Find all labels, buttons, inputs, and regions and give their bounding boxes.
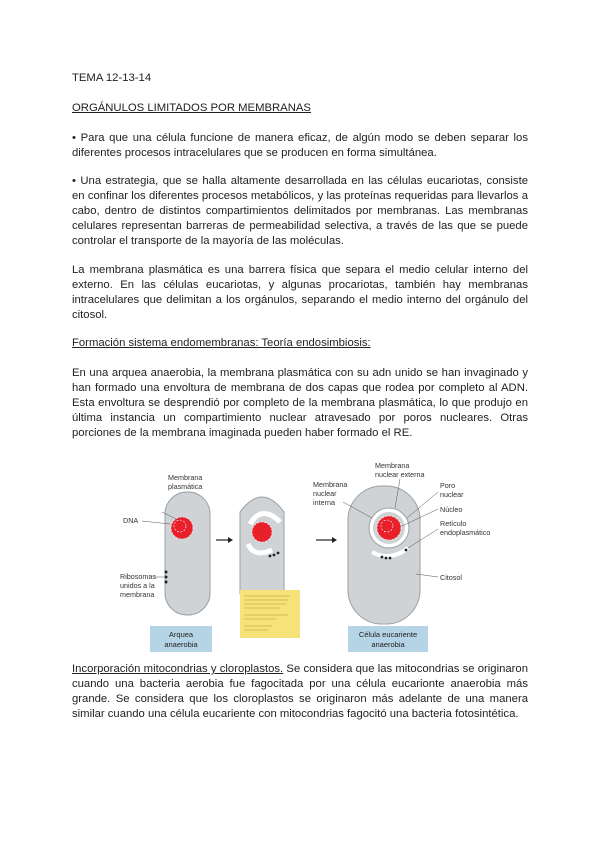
incorporacion-text: Se considera que las mitocondrias se originaron cuando una bacteria aerobia fue fagocitada por una célula eucarionte anaerobia más grande. Se considera que los cloroplastos se originaron más adelante de una manera similar cuando una célula eucariente con mitocondrias fagocitó una bacteria fotosintética. (72, 663, 528, 720)
section-title: ORGÁNULOS LIMITADOS POR MEMBRANAS (72, 102, 311, 114)
label-plasmatica: plasmática (168, 482, 203, 491)
label-nuclear: nuclear (313, 489, 337, 498)
ribosomes-1 (165, 571, 168, 584)
label-dna: DNA (123, 516, 139, 525)
archaea-cell (165, 492, 210, 615)
note-box (240, 590, 300, 638)
caption-right-1: Célula eucariente (358, 630, 418, 639)
incorporacion-title: Incorporación mitocondrias y cloroplastos. (72, 663, 284, 675)
label-poro: Poro (440, 481, 456, 490)
label-membrana: Membrana (168, 473, 203, 482)
label-membrana-nuclear: Membrana (313, 480, 348, 489)
label-reticulo: Retículo (440, 519, 467, 528)
paragraph-arquea: En una arquea anaerobia, la membrana plasmática con su adn unido se han invaginado y han formado una envoltura de membrana de dos capas que rodea por completo al ADN. Esta envoltura se desprendió por completo de la membrana plasmática, lo que produjo en última instancia un compartimiento nuclear atravesado por poros nucleares. Otras porciones de la membrana imaginada pueden haber formado el RE. (72, 367, 528, 439)
label-nuclear-externa: nuclear externa (375, 470, 425, 479)
label-ribosomas: Ribosomas (120, 572, 156, 581)
paragraph-incorporacion (72, 662, 528, 722)
label-citosol: Citosol (440, 573, 462, 582)
label-membrana-lower: membrana (120, 590, 155, 599)
bullet-2: • Una estrategia, que se halla altamente desarrollada en las células eucariotas, consiste en confinar los diferentes procesos metabólicos, y las proteínas requeridas para llevarlos a cabo, dentro de distintos compartimientos delimitados por membranas. Las membranas celulares representan barreras de permeabilidad selectiva, a través de las que se puede controlar el transporte de la mayoría de las moléculas. (72, 175, 528, 247)
label-endoplasmatico: endoplasmático (440, 528, 491, 537)
caption-right-2: anaerobia (371, 640, 405, 649)
dna-cluster-3 (377, 516, 401, 540)
label-membrana-externa: Membrana (375, 461, 410, 470)
subtitle-endomembranas: Formación sistema endomembranas: Teoría endosimbiosis: (72, 337, 371, 349)
bullet-1: • Para que una célula funcione de manera eficaz, de algún modo se deben separar los diferentes procesos intracelulares que se producen en forma simultánea. (72, 132, 528, 159)
label-unidos: unidos a la (120, 581, 155, 590)
label-nucleo: Núcleo (440, 505, 463, 514)
label-interna: interna (313, 498, 335, 507)
dna-cluster-2 (252, 522, 272, 542)
caption-left-1: Arquea (168, 630, 194, 639)
heading: TEMA 12-13-14 (72, 72, 152, 84)
caption-left-2: anaerobia (164, 640, 198, 649)
paragraph-membrana: La membrana plasmática es una barrera física que separa el medio celular interno del externo. En las células eucariotas, y algunas procariotas, también hay membranas intracelulares que delimitan a los orgánulos, separando el medio interno del orgánulo del citosol. (72, 264, 528, 321)
endosymbiosis-figure (110, 452, 510, 658)
dna-cluster-1 (171, 517, 193, 539)
label-poro-nuclear: nuclear (440, 490, 464, 499)
